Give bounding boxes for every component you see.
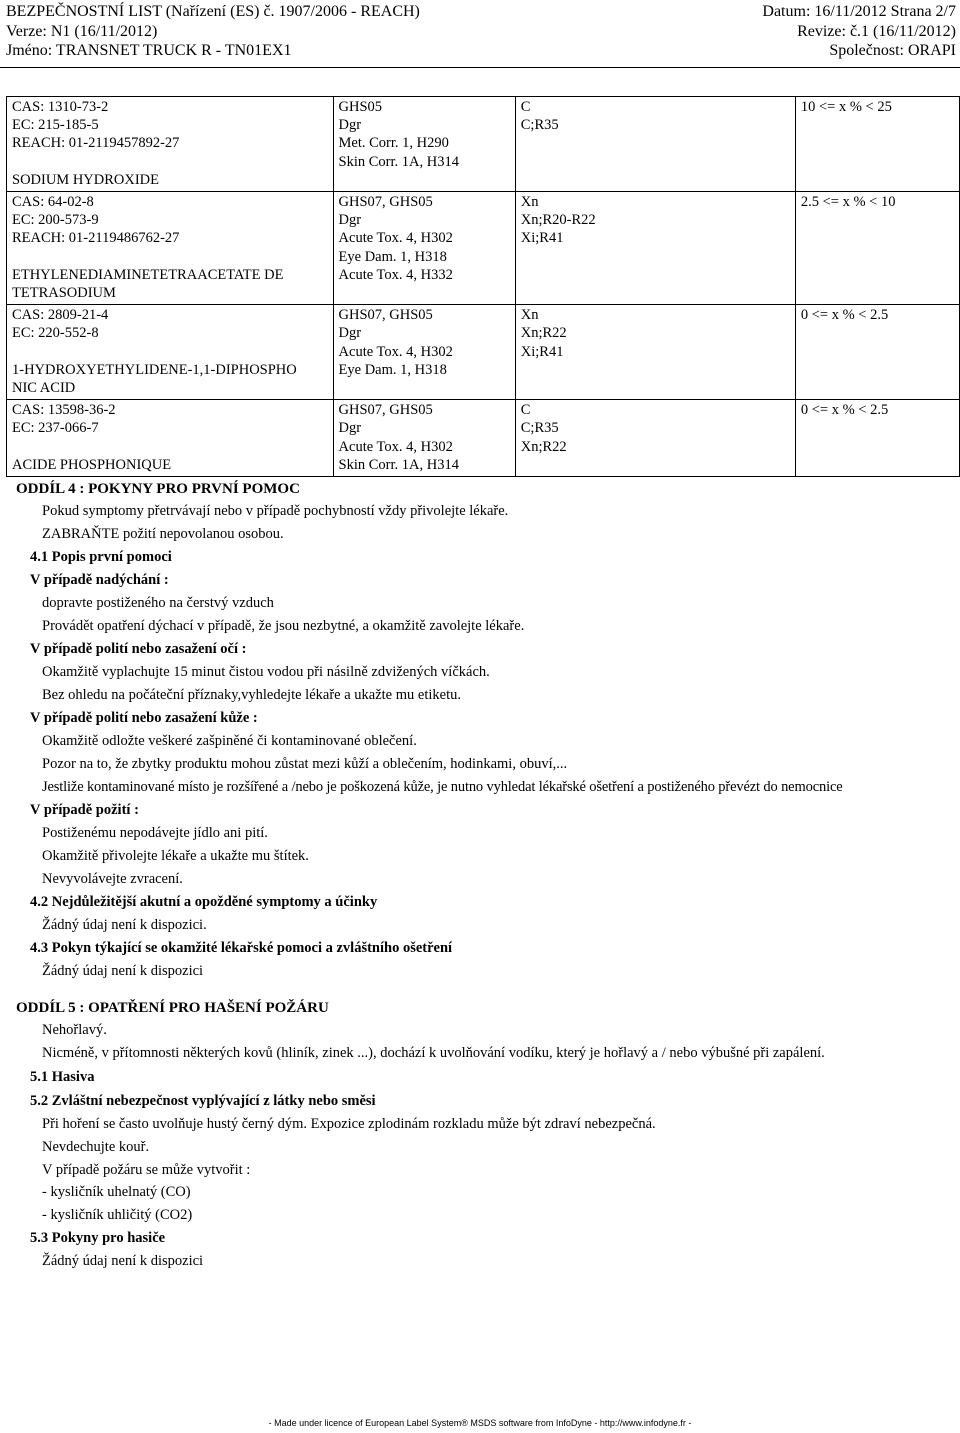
- s5-2-line-4: - kysličník uhelnatý (CO): [42, 1184, 191, 1200]
- s5-2-line-2: Nevdechujte kouř.: [42, 1139, 150, 1155]
- section5-heading: ODDÍL 5 : OPATŘENÍ PRO HAŠENÍ POŽÁRU: [16, 1000, 329, 1016]
- dsd-classification: C C;R35 Xn;R22: [520, 402, 567, 455]
- table-row: [7, 97, 960, 192]
- inhalation-line-1: dopravte postiženého na čerstvý vzduch: [42, 595, 274, 611]
- skin-line-2: Pozor na to, že zbytky produktu mohou zůstat mezi kůží a oblečením, hodinkami, obuví,...: [42, 756, 568, 772]
- version: Verze: N1 (16/11/2012): [6, 23, 158, 40]
- eye-line-1: Okamžitě vyplachujte 15 minut čistou vodou při násilně zdvižených víčkách.: [42, 664, 490, 680]
- date-page: Datum: 16/11/2012 Strana 2/7: [762, 3, 956, 20]
- eye-heading: V případě polití nebo zasažení očí :: [30, 641, 247, 657]
- ghs-classification: GHS05 Dgr Met. Corr. 1, H290 Skin Corr. 1A, H314: [338, 99, 459, 170]
- ingestion-heading: V případě požití :: [30, 802, 139, 818]
- header-rule: [0, 67, 960, 68]
- s4-1-heading: 4.1 Popis první pomoci: [30, 549, 172, 565]
- dsd-classification: Xn Xn;R20-R22 Xi;R41: [520, 194, 596, 247]
- ghs-classification: GHS07, GHS05 Dgr Acute Tox. 4, H302 Eye Dam. 1, H318 Acute Tox. 4, H332: [338, 194, 453, 283]
- skin-heading: V případě polití nebo zasažení kůže :: [30, 710, 258, 726]
- s5-2-heading: 5.2 Zvláštní nebezpečnost vyplývající z látky nebo směsi: [30, 1093, 376, 1109]
- s5-2-line-3: V případě požáru se může vytvořit :: [42, 1162, 251, 1178]
- concentration: 10 <= x % < 25: [800, 99, 892, 115]
- revision: Revize: č.1 (16/11/2012): [797, 23, 956, 40]
- s5-2-line-5: - kysličník uhličitý (CO2): [42, 1207, 193, 1223]
- concentration: 0 <= x % < 2.5: [800, 307, 889, 324]
- concentration: 0 <= x % < 2.5: [800, 402, 889, 419]
- composition-table: [6, 96, 960, 477]
- ghs-classification: GHS07, GHS05 Dgr Acute Tox. 4, H302 Eye Dam. 1, H318: [338, 307, 453, 378]
- s4-3-heading: 4.3 Pokyn týkající se okamžité lékařské pomoci a zvláštního ošetření: [30, 940, 453, 956]
- inhalation-heading: V případě nadýchání :: [30, 572, 169, 588]
- s5-1-heading: 5.1 Hasiva: [30, 1069, 95, 1085]
- ingestion-line-2: Okamžitě přivolejte lékaře a ukažte mu štítek.: [42, 848, 309, 864]
- s4-2-text: Žádný údaj není k dispozici.: [42, 917, 207, 933]
- table-row: [7, 305, 960, 400]
- s5-3-heading: 5.3 Pokyny pro hasiče: [30, 1230, 166, 1246]
- substance-ident: CAS: 64-02-8 EC: 200-573-9 REACH: 01-2119486762-27 ETHYLENEDIAMINETETRAACETATE DE TETRASODIUM: [12, 194, 284, 302]
- company: Společnost: ORAPI: [829, 42, 956, 59]
- s5-line-2: Nicméně, v přítomnosti některých kovů (hliník, zinek ...), dochází k uvolňování vodíku, který je hořlavý a / nebo výbušné při zapálení.: [42, 1045, 825, 1061]
- table-row: [7, 400, 960, 477]
- skin-line-1: Okamžitě odložte veškeré zašpiněné či kontaminované oblečení.: [42, 733, 417, 749]
- s5-line-1: Nehořlavý.: [42, 1022, 107, 1038]
- dsd-classification: Xn Xn;R22 Xi;R41: [520, 307, 567, 360]
- eye-line-2: Bez ohledu na počáteční příznaky,vyhledejte lékaře a ukažte mu etiketu.: [42, 687, 461, 703]
- substance-ident: CAS: 13598-36-2 EC: 237-066-7 ACIDE PHOSPHONIQUE: [12, 402, 172, 473]
- ingestion-line-1: Postiženému nepodávejte jídlo ani pití.: [42, 825, 268, 841]
- document-title: BEZPEČNOSTNÍ LIST (Nařízení (ES) č. 1907/2006 - REACH): [6, 3, 420, 20]
- dsd-classification: C C;R35: [520, 99, 559, 134]
- concentration: 2.5 <= x % < 10: [800, 194, 896, 211]
- ingestion-line-3: Nevyvolávejte zvracení.: [42, 871, 183, 887]
- s4-2-heading: 4.2 Nejdůležitější akutní a opožděné symptomy a účinky: [30, 894, 378, 910]
- product-name: Jméno: TRANSNET TRUCK R - TN01EX1: [6, 42, 292, 59]
- skin-line-3: Jestliže kontaminované místo je rozšířené a /nebo je poškozená kůže, je nutno vyhledat lékařské ošetření a postiženého převézt do nemocnice: [42, 779, 843, 795]
- s4-intro-2: ZABRAŇTE požití nepovolanou osobou.: [42, 526, 284, 542]
- s4-intro-1: Pokud symptomy přetrvávají nebo v případě pochybností vždy přivolejte lékaře.: [42, 503, 509, 519]
- substance-ident: CAS: 2809-21-4 EC: 220-552-8 1-HYDROXYETHYLIDENE-1,1-DIPHOSPHO NIC ACID: [12, 307, 297, 397]
- s5-3-text: Žádný údaj není k dispozici: [42, 1253, 204, 1269]
- table-row: [7, 192, 960, 305]
- section4-heading: ODDÍL 4 : POKYNY PRO PRVNÍ POMOC: [16, 481, 300, 497]
- substance-ident: CAS: 1310-73-2 EC: 215-185-5 REACH: 01-2119457892-27 SODIUM HYDROXIDE: [12, 99, 180, 188]
- s5-2-line-1: Při hoření se často uvolňuje hustý černý dým. Expozice zplodinám rozkladu může být zdraví nebezpečná.: [42, 1116, 656, 1132]
- footer-text: - Made under licence of European Label System® MSDS software from InfoDyne - http://www.infodyne.fr -: [268, 1418, 692, 1428]
- s4-3-text: Žádný údaj není k dispozici: [42, 963, 204, 979]
- inhalation-line-2: Provádět opatření dýchací v případě, že jsou nezbytné, a okamžitě zavolejte lékaře.: [42, 618, 525, 634]
- ghs-classification: GHS07, GHS05 Dgr Acute Tox. 4, H302 Skin Corr. 1A, H314: [338, 402, 459, 473]
